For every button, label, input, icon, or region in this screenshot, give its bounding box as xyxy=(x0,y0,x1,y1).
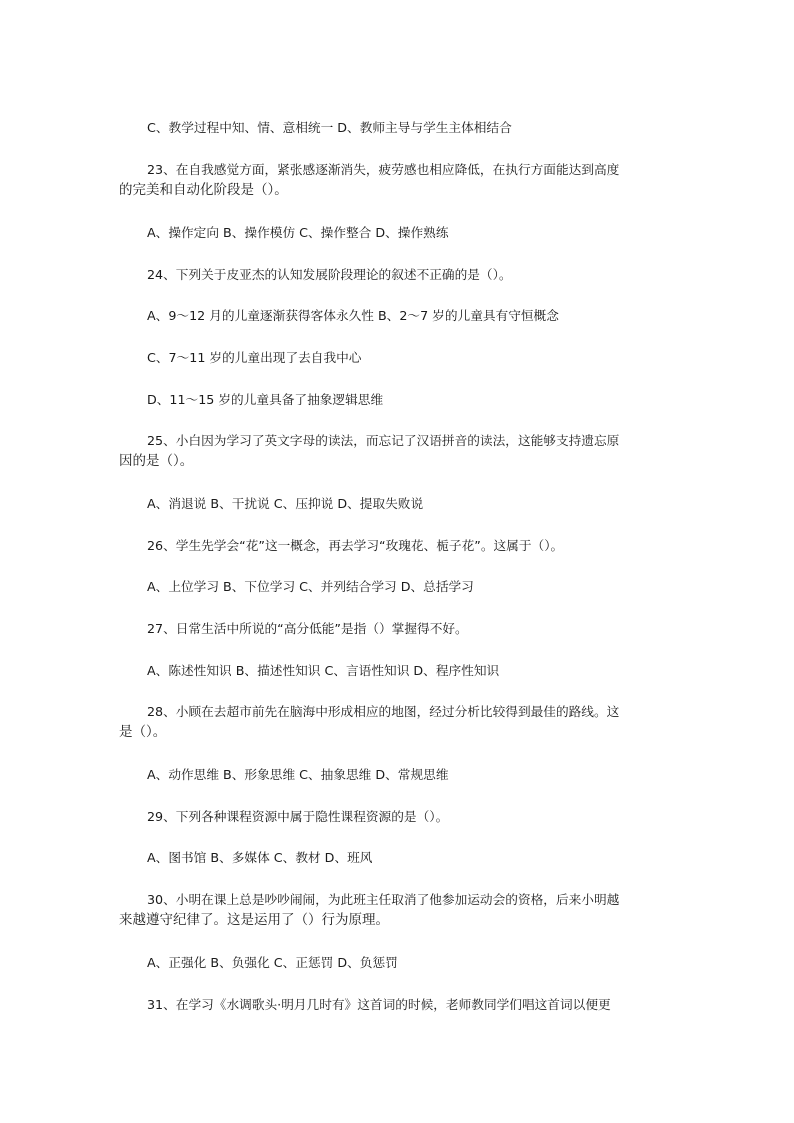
text-line: A、陈述性知识 B、描述性知识 C、言语性知识 D、程序性知识 xyxy=(147,663,500,678)
text-line: C、教学过程中知、情、意相统一 D、教师主导与学生主体相结合 xyxy=(147,120,512,135)
text-line: A、消退说 B、干扰说 C、压抑说 D、提取失败说 xyxy=(147,496,424,511)
text-line: A、操作定向 B、操作模仿 C、操作整合 D、操作熟练 xyxy=(147,225,449,240)
text-line: A、图书馆 B、多媒体 C、教材 D、班风 xyxy=(147,850,373,865)
text-line: 是（）。 xyxy=(119,724,167,740)
text-line: 26、学生先学会“花”这一概念，再去学习“玫瑰花、栀子花”。这属于（）。 xyxy=(147,538,564,553)
text-line: 27、日常生活中所说的“高分低能”是指（）掌握得不好。 xyxy=(147,621,468,636)
text-line: 28、小顾在去超市前先在脑海中形成相应的地图，经过分析比较得到最佳的路线。这 xyxy=(147,704,620,719)
paragraph-option-line xyxy=(119,117,671,138)
question-26 xyxy=(119,535,671,556)
text-line: 25、小白因为学习了英文字母的读法，而忘记了汉语拼音的读法，这能够支持遗忘原 xyxy=(147,433,620,448)
question-30 xyxy=(119,889,671,931)
options-26 xyxy=(119,576,671,597)
text-line: A、上位学习 B、下位学习 C、并列结合学习 D、总括学习 xyxy=(147,579,474,594)
question-27 xyxy=(119,618,671,639)
text-line: 29、下列各种课程资源中属于隐性课程资源的是（）。 xyxy=(147,809,449,824)
options-25 xyxy=(119,493,671,514)
text-line: 23、在自我感觉方面，紧张感逐渐消失，疲劳感也相应降低，在执行方面能达到高度 xyxy=(147,162,620,177)
question-25 xyxy=(119,430,671,472)
question-23 xyxy=(119,159,671,201)
question-28 xyxy=(119,701,671,743)
text-line: A、动作思维 B、形象思维 C、抽象思维 D、常规思维 xyxy=(147,767,449,782)
question-24 xyxy=(119,264,671,285)
question-31 xyxy=(119,994,671,1015)
options-28 xyxy=(119,764,671,785)
text-line: C、7～11 岁的儿童出现了去自我中心 xyxy=(147,350,362,365)
text-line: 31、在学习《水调歌头·明月几时有》这首词的时候，老师教同学们唱这首词以便更 xyxy=(147,997,611,1012)
options-23 xyxy=(119,222,671,243)
text-line: 30、小明在课上总是吵吵闹闹，为此班主任取消了他参加运动会的资格，后来小明越 xyxy=(147,892,620,907)
text-line: A、正强化 B、负强化 C、正惩罚 D、负惩罚 xyxy=(147,955,398,970)
text-line: 24、下列关于皮亚杰的认知发展阶段理论的叙述不正确的是（）。 xyxy=(147,267,512,282)
options-27 xyxy=(119,660,671,681)
text-line: D、11～15 岁的儿童具备了抽象逻辑思维 xyxy=(147,392,384,407)
options-29 xyxy=(119,847,671,868)
text-line: A、9～12 月的儿童逐渐获得客体永久性 B、2～7 岁的儿童具有守恒概念 xyxy=(147,308,559,323)
text-line: 来越遵守纪律了。这是运用了（）行为原理。 xyxy=(119,912,389,928)
text-line: 的完美和自动化阶段是（）。 xyxy=(119,182,288,198)
text-line: 因的是（）。 xyxy=(119,453,194,469)
options-24-c xyxy=(119,347,671,368)
options-24-d xyxy=(119,389,671,410)
options-24-ab xyxy=(119,305,671,326)
options-30 xyxy=(119,952,671,973)
question-29 xyxy=(119,806,671,827)
